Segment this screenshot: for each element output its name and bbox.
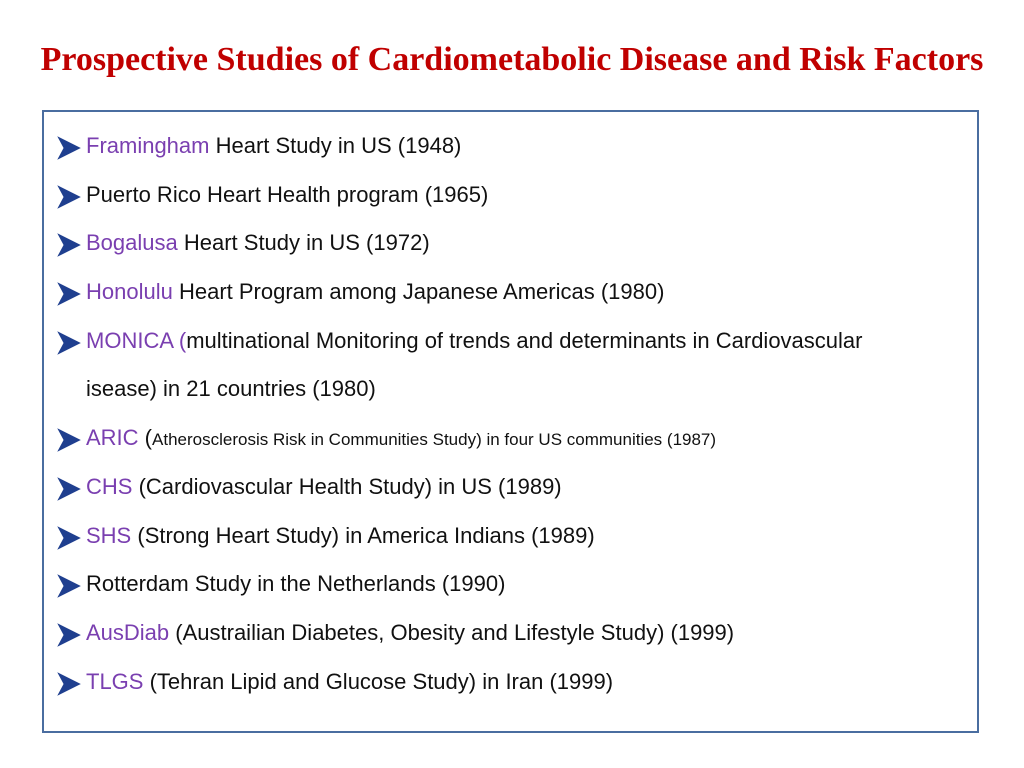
study-description-continued: isease) in 21 countries (1980): [86, 376, 376, 402]
arrow-bullet-icon: [54, 279, 84, 309]
list-item: [54, 560, 979, 609]
arrow-bullet-icon: [54, 620, 84, 650]
list-item: [54, 317, 979, 366]
study-description: (Strong Heart Study) in America Indians (1989): [131, 522, 595, 548]
study-description: (Tehran Lipid and Glucose Study) in Iran (1999): [143, 668, 614, 694]
study-name: Framingham: [86, 133, 210, 158]
list-item: [54, 463, 979, 512]
study-name: MONICA (: [86, 327, 187, 353]
study-name: SHS: [86, 522, 132, 548]
study-description: Heart Study in US (1948): [209, 133, 462, 158]
study-name: Honolulu: [86, 279, 173, 305]
study-description: Heart Study in US (1972): [177, 230, 430, 256]
study-description: (Cardiovascular Health Study) in US (1989): [132, 473, 562, 499]
study-description: (Austrailian Diabetes, Obesity and Lifestyle Study) (1999): [169, 619, 735, 645]
list-item-continuation: [54, 365, 979, 414]
arrow-bullet-icon: [54, 669, 84, 699]
study-name: Bogalusa: [86, 230, 178, 256]
study-description: Atherosclerosis Risk in Communities Study) in four US communities (1987): [152, 430, 717, 450]
arrow-bullet-icon: [54, 133, 84, 163]
arrow-bullet-icon: [54, 571, 84, 601]
list-item: [54, 609, 979, 658]
list-item: [54, 658, 979, 707]
study-description: Rotterdam Study in the Netherlands (1990): [86, 571, 506, 597]
page-title: Prospective Studies of Cardiometabolic Disease and Risk Factors: [40, 41, 984, 78]
study-description: multinational Monitoring of trends and determinants in Cardiovascular: [186, 327, 863, 353]
arrow-bullet-icon: [54, 523, 84, 553]
study-description: Heart Program among Japanese Americas (1980): [172, 279, 665, 305]
arrow-bullet-icon: [54, 474, 84, 504]
list-item: [54, 122, 979, 171]
study-description: Puerto Rico Heart Health program (1965): [86, 181, 489, 207]
list-item: [54, 512, 979, 561]
arrow-bullet-icon: [54, 425, 84, 455]
arrow-bullet-icon: [54, 230, 84, 260]
studies-list: [54, 122, 979, 706]
study-name: ARIC: [86, 425, 139, 451]
arrow-bullet-icon: [54, 182, 84, 212]
list-item: [54, 219, 979, 268]
paren-open: (: [138, 425, 153, 451]
study-name: CHS: [86, 473, 133, 499]
study-name: AusDiab: [86, 619, 170, 645]
study-name: TLGS: [86, 668, 144, 694]
list-item: [54, 268, 979, 317]
list-item: [54, 414, 979, 463]
list-item: [54, 171, 979, 220]
arrow-bullet-icon: [54, 328, 84, 358]
